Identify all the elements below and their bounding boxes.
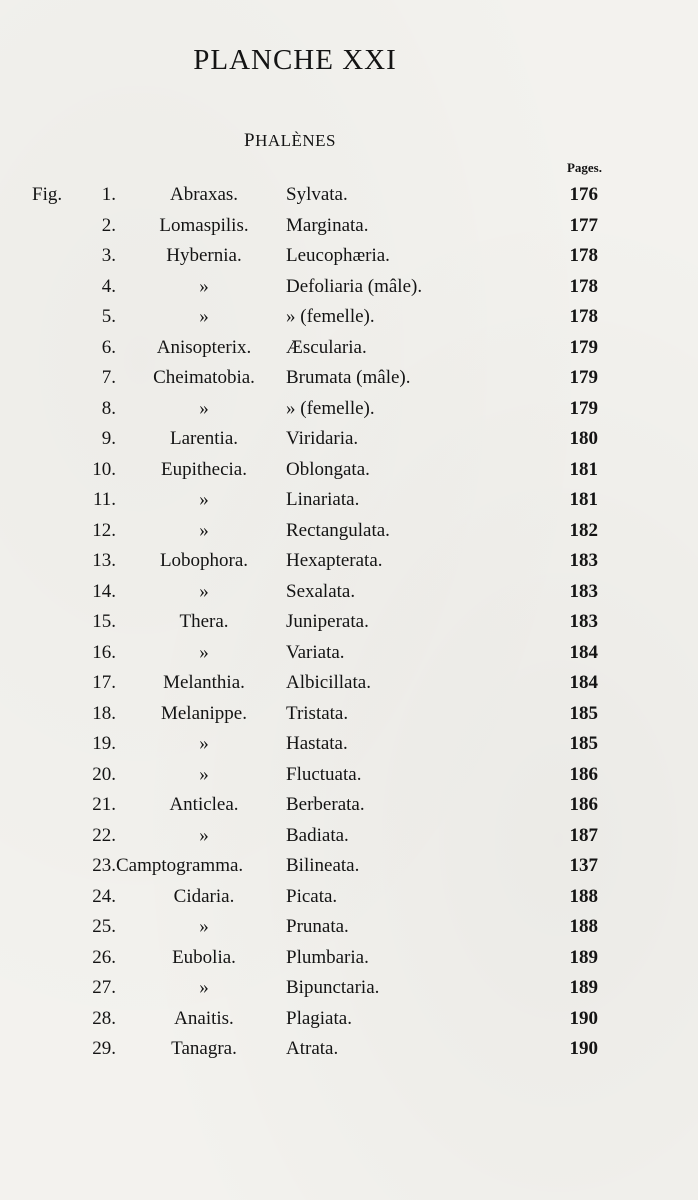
genus-name: »	[199, 519, 209, 541]
list-item	[0, 518, 698, 549]
figure-number: 7.	[101, 367, 116, 388]
pages-column-header: Pages.	[566, 160, 602, 175]
page-number: 181	[569, 458, 598, 480]
list-item	[0, 945, 698, 976]
list-item	[0, 579, 698, 610]
figure-number: 24.	[92, 885, 116, 907]
species-name: Hastata.	[286, 733, 348, 754]
genus-name: Hybernia.	[166, 245, 242, 266]
genus-name: »	[199, 397, 209, 419]
species-name: Bipunctaria.	[286, 977, 380, 998]
figure-number: 20.	[92, 763, 116, 785]
genus-name: Cheimatobia.	[153, 367, 255, 388]
list-item	[0, 762, 698, 793]
list-item	[0, 274, 698, 305]
figure-number: 9.	[101, 428, 116, 449]
genus-name: Melanippe.	[160, 702, 247, 724]
species-name: Albicillata.	[286, 672, 371, 693]
species-name: Hexapterata.	[286, 550, 383, 571]
list-item	[0, 365, 698, 396]
list-item	[0, 304, 698, 335]
species-name: Oblongata.	[286, 458, 370, 480]
genus-name: Lomaspilis.	[159, 214, 249, 236]
list-item	[0, 731, 698, 762]
genus-name: »	[199, 275, 209, 297]
species-name: Picata.	[286, 885, 338, 907]
page-number: 189	[569, 946, 598, 968]
page-number: 179	[569, 336, 598, 358]
figure-number: 29.	[92, 1038, 116, 1059]
list-item	[0, 396, 698, 427]
species-name: Badiata.	[286, 824, 349, 846]
plate-title: PLANCHE XXI	[193, 44, 397, 76]
page-number: 183	[569, 580, 598, 602]
genus-name: Melanthia.	[163, 672, 245, 693]
list-item	[0, 884, 698, 915]
figure-number: 11.	[92, 489, 116, 510]
species-name: Juniperata.	[286, 611, 369, 632]
figure-number: 13.	[92, 550, 116, 571]
figure-number: 23.	[92, 855, 116, 876]
genus-name: »	[199, 306, 209, 327]
list-item	[0, 701, 698, 732]
page-number: 176	[569, 184, 598, 205]
figure-number: 16.	[92, 641, 116, 663]
list-item	[0, 823, 698, 854]
figure-number: 3.	[101, 245, 116, 266]
species-name: Defoliaria (mâle).	[286, 275, 423, 297]
list-item	[0, 457, 698, 488]
species-name: Marginata.	[286, 214, 369, 236]
species-name: Brumata (mâle).	[286, 367, 411, 388]
species-name: Fluctuata.	[286, 763, 362, 785]
page-number: 179	[569, 397, 598, 419]
species-name: Tristata.	[286, 702, 349, 724]
figure-number: 8.	[101, 397, 116, 419]
page-number: 178	[569, 306, 598, 327]
list-item	[0, 975, 698, 1006]
page-number: 184	[569, 672, 598, 693]
list-item	[0, 670, 698, 701]
genus-name: »	[199, 641, 209, 663]
list-item	[0, 487, 698, 518]
genus-name: Eubolia.	[172, 946, 236, 968]
list-item	[0, 853, 698, 884]
species-name: Linariata.	[286, 489, 360, 510]
page-number: 188	[569, 885, 598, 907]
genus-name: Cidaria.	[173, 885, 235, 907]
species-name: Sexalata.	[286, 580, 356, 602]
species-name: Sylvata.	[286, 184, 348, 205]
section-subtitle: PHALÈNES	[243, 130, 337, 151]
genus-name: »	[199, 489, 209, 510]
genus-name: Camptogramma.	[116, 855, 244, 876]
genus-name: Anaitis.	[174, 1007, 234, 1029]
list-item	[0, 243, 698, 274]
page-number: 185	[569, 733, 598, 754]
genus-name: Thera.	[179, 611, 229, 632]
genus-name: »	[199, 977, 209, 998]
figure-number: 12.	[92, 519, 116, 541]
list-item	[0, 335, 698, 366]
figure-number: 2.	[101, 214, 116, 236]
species-name: Viridaria.	[286, 428, 359, 449]
figure-number: 18.	[92, 702, 116, 724]
genus-name: Eupithecia.	[161, 458, 247, 480]
species-name: Plagiata.	[286, 1007, 352, 1029]
genus-name: Anticlea.	[169, 794, 239, 815]
species-name: Bilineata.	[286, 855, 360, 876]
list-item	[0, 1036, 698, 1067]
genus-name: »	[199, 580, 209, 602]
page-number: 181	[569, 489, 598, 510]
genus-name: Tanagra.	[171, 1038, 237, 1059]
species-name: Leucophæria.	[286, 245, 390, 266]
genus-name: Lobophora.	[159, 550, 249, 571]
figure-number: 5.	[101, 306, 116, 327]
figure-number: 25.	[92, 916, 116, 937]
figure-number: 1.	[101, 184, 116, 205]
page-number: 180	[569, 428, 598, 449]
page-number: 186	[569, 763, 598, 785]
page-number: 190	[569, 1007, 598, 1029]
page-number: 179	[569, 367, 598, 388]
page-number: 182	[569, 519, 598, 541]
page-number: 177	[569, 214, 598, 236]
page-number: 184	[569, 641, 598, 663]
genus-name: »	[199, 824, 209, 846]
list-item	[0, 1006, 698, 1037]
species-name: » (femelle).	[286, 306, 375, 327]
species-name: Atrata.	[286, 1038, 339, 1059]
species-name: Prunata.	[286, 916, 349, 937]
page-number: 185	[569, 702, 598, 724]
page-number: 190	[569, 1038, 598, 1059]
figure-number: 22.	[92, 824, 116, 846]
list-item	[0, 213, 698, 244]
list-item	[0, 792, 698, 823]
genus-name: Abraxas.	[169, 184, 239, 205]
page-number: 186	[569, 794, 598, 815]
list-item	[0, 914, 698, 945]
figure-number: 21.	[92, 794, 116, 815]
page-number: 183	[569, 550, 598, 571]
figure-list	[0, 182, 698, 1067]
list-item	[0, 548, 698, 579]
species-name: Variata.	[286, 641, 345, 663]
figure-number: 17.	[92, 672, 116, 693]
species-name: Plumbaria.	[286, 946, 369, 968]
genus-name: »	[199, 916, 209, 937]
list-item	[0, 609, 698, 640]
figure-number: 19.	[92, 733, 116, 754]
genus-name: Larentia.	[169, 428, 239, 449]
species-name: Berberata.	[286, 794, 365, 815]
list-item	[0, 182, 698, 213]
list-item	[0, 426, 698, 457]
page-number: 188	[569, 916, 598, 937]
species-name: Æscularia.	[286, 336, 367, 358]
figure-number: 26.	[92, 946, 116, 968]
figure-number: 4.	[101, 275, 116, 297]
page-number: 178	[569, 275, 598, 297]
genus-name: »	[199, 763, 209, 785]
list-item	[0, 640, 698, 671]
page-number: 137	[569, 855, 598, 876]
figure-number: 15.	[92, 611, 116, 632]
figure-number: 14.	[92, 580, 116, 602]
figure-number: 6.	[101, 336, 116, 358]
page-number: 183	[569, 611, 598, 632]
genus-name: Anisopterix.	[156, 336, 252, 358]
species-name: Rectangulata.	[286, 519, 390, 541]
page-number: 178	[569, 245, 598, 266]
figure-number: 27.	[92, 977, 116, 998]
page-number: 189	[569, 977, 598, 998]
genus-name: »	[199, 733, 209, 754]
figure-number: 28.	[92, 1007, 116, 1029]
page-number: 187	[569, 824, 598, 846]
fig-label: Fig.	[32, 184, 63, 205]
species-name: » (femelle).	[286, 397, 375, 419]
figure-number: 10.	[92, 458, 116, 480]
